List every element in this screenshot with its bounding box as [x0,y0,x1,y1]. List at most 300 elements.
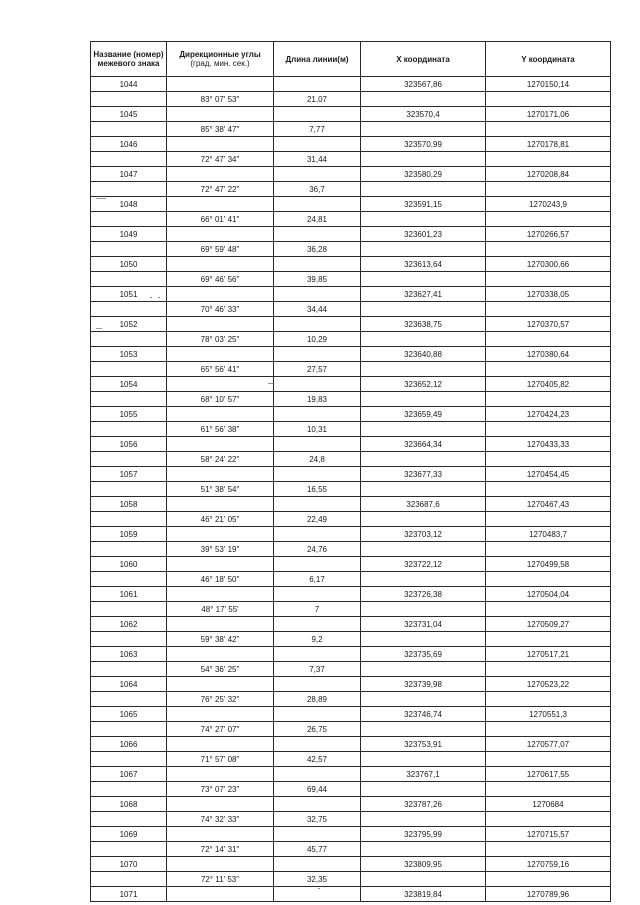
empty-cell [91,632,167,647]
empty-cell [91,512,167,527]
empty-cell [167,197,274,212]
point-name-cell: 1058 [91,497,167,512]
table-row-point [91,707,611,722]
empty-cell [167,707,274,722]
y-coordinate-cell: 1270370,57 [486,317,611,332]
table-row-line [91,182,611,197]
direction-angle-cell: 85° 38' 47" [167,122,274,137]
y-coordinate-cell: 1270715,57 [486,827,611,842]
table-row-line [91,662,611,677]
empty-cell [91,752,167,767]
empty-cell [91,812,167,827]
point-name-cell: 1070 [91,857,167,872]
y-coordinate-cell: 1270789,96 [486,887,611,902]
empty-cell [167,887,274,902]
point-name-cell: 1050 [91,257,167,272]
y-coordinate-cell: 1270266,57 [486,227,611,242]
empty-cell [486,332,611,347]
y-coordinate-cell: 1270338,05 [486,287,611,302]
empty-cell [167,437,274,452]
empty-cell [167,797,274,812]
empty-cell [91,842,167,857]
boundary-coordinates-table [90,41,611,902]
direction-angle-cell: 65° 56' 41" [167,362,274,377]
point-name-cell: 1046 [91,137,167,152]
direction-angle-cell: 72° 14' 31" [167,842,274,857]
direction-angle-cell: 66° 01' 41" [167,212,274,227]
empty-cell [361,812,486,827]
empty-cell [91,242,167,257]
x-coordinate-cell: 323731,04 [361,617,486,632]
table-row-point [91,767,611,782]
empty-cell [486,512,611,527]
table-row-line [91,782,611,797]
empty-cell [274,197,361,212]
direction-angle-cell: 69° 46' 56" [167,272,274,287]
empty-cell [361,92,486,107]
empty-cell [91,662,167,677]
empty-cell [274,287,361,302]
direction-angle-cell: 59° 38' 42" [167,632,274,647]
point-name-cell: 1051 [91,287,167,302]
line-length-cell: 32,75 [274,812,361,827]
empty-cell [361,662,486,677]
empty-cell [486,122,611,137]
empty-cell [486,212,611,227]
empty-cell [274,767,361,782]
table-row-point [91,467,611,482]
table-row-point [91,557,611,572]
empty-cell [91,722,167,737]
table-row-point [91,617,611,632]
line-length-cell: 31,44 [274,152,361,167]
table-row-point [91,797,611,812]
table-row-line [91,422,611,437]
empty-cell [167,257,274,272]
table-row-line [91,512,611,527]
empty-cell [361,302,486,317]
table-row-point [91,347,611,362]
point-name-cell: 1045 [91,107,167,122]
table-row-line [91,92,611,107]
header-direction-angle: Дирекционные углы (град. мин. сек.) [167,42,274,77]
empty-cell [274,857,361,872]
empty-cell [486,452,611,467]
empty-cell [91,602,167,617]
x-coordinate-cell: 323787,26 [361,797,486,812]
empty-cell [91,212,167,227]
empty-cell [274,617,361,632]
empty-cell [361,542,486,557]
header-y-coordinate: Y координата [486,42,611,77]
empty-cell [167,527,274,542]
table-row-line [91,272,611,287]
table-row-line [91,842,611,857]
table-row-point [91,857,611,872]
empty-cell [274,737,361,752]
empty-cell [274,137,361,152]
empty-cell [361,332,486,347]
x-coordinate-cell: 323613,64 [361,257,486,272]
y-coordinate-cell: 1270504,04 [486,587,611,602]
table-row-line [91,302,611,317]
line-length-cell: 24,76 [274,542,361,557]
y-coordinate-cell: 1270380,64 [486,347,611,362]
x-coordinate-cell: 323664,34 [361,437,486,452]
direction-angle-cell: 69° 59' 48" [167,242,274,257]
empty-cell [361,782,486,797]
empty-cell [361,752,486,767]
empty-cell [167,467,274,482]
scan-artifact [96,198,106,199]
empty-cell [486,92,611,107]
x-coordinate-cell: 323570,4 [361,107,486,122]
line-length-cell: 10,31 [274,422,361,437]
empty-cell [91,302,167,317]
point-name-cell: 1057 [91,467,167,482]
point-name-cell: 1066 [91,737,167,752]
empty-cell [361,392,486,407]
line-length-cell: 45,77 [274,842,361,857]
empty-cell [91,542,167,557]
line-length-cell: 28,89 [274,692,361,707]
x-coordinate-cell: 323570,99 [361,137,486,152]
empty-cell [91,422,167,437]
x-coordinate-cell: 323580,29 [361,167,486,182]
point-name-cell: 1064 [91,677,167,692]
empty-cell [486,272,611,287]
direction-angle-cell: 73° 07' 23" [167,782,274,797]
empty-cell [167,647,274,662]
empty-cell [486,662,611,677]
table-row-line [91,452,611,467]
empty-cell [274,77,361,92]
line-length-cell: 24,81 [274,212,361,227]
x-coordinate-cell: 323739,98 [361,677,486,692]
empty-cell [486,362,611,377]
x-coordinate-cell: 323640,88 [361,347,486,362]
table-row-line [91,872,611,887]
y-coordinate-cell: 1270517,21 [486,647,611,662]
empty-cell [361,242,486,257]
point-name-cell: 1061 [91,587,167,602]
line-length-cell: 7 [274,602,361,617]
scan-artifact [318,888,320,889]
empty-cell [361,272,486,287]
direction-angle-cell: 72° 47' 22" [167,182,274,197]
empty-cell [486,872,611,887]
table-row-point [91,137,611,152]
line-length-cell: 69,44 [274,782,361,797]
line-length-cell: 32,35 [274,872,361,887]
empty-cell [91,692,167,707]
line-length-cell: 36,28 [274,242,361,257]
direction-angle-cell: 58° 24' 22" [167,452,274,467]
direction-angle-cell: 83° 07' 53" [167,92,274,107]
empty-cell [167,677,274,692]
y-coordinate-cell: 1270405,82 [486,377,611,392]
x-coordinate-cell: 323652,12 [361,377,486,392]
scan-artifact [150,297,152,298]
point-name-cell: 1056 [91,437,167,452]
x-coordinate-cell: 323795,99 [361,827,486,842]
x-coordinate-cell: 323567,86 [361,77,486,92]
empty-cell [91,152,167,167]
y-coordinate-cell: 1270684 [486,797,611,812]
empty-cell [486,632,611,647]
y-coordinate-cell: 1270467,43 [486,497,611,512]
empty-cell [91,392,167,407]
y-coordinate-cell: 1270300,66 [486,257,611,272]
header-x-coordinate: X координата [361,42,486,77]
point-name-cell: 1062 [91,617,167,632]
direction-angle-cell: 72° 11' 53" [167,872,274,887]
empty-cell [274,557,361,572]
direction-angle-cell: 68° 10' 57" [167,392,274,407]
empty-cell [486,392,611,407]
empty-cell [486,542,611,557]
table-row-line [91,152,611,167]
table-row-line [91,812,611,827]
empty-cell [274,647,361,662]
empty-cell [486,422,611,437]
empty-cell [274,677,361,692]
empty-cell [361,512,486,527]
empty-cell [274,827,361,842]
empty-cell [486,692,611,707]
x-coordinate-cell: 323703,12 [361,527,486,542]
empty-cell [167,407,274,422]
empty-cell [361,722,486,737]
empty-cell [274,407,361,422]
empty-cell [361,602,486,617]
line-length-cell: 6,17 [274,572,361,587]
empty-cell [274,257,361,272]
empty-cell [167,317,274,332]
empty-cell [274,707,361,722]
y-coordinate-cell: 1270150,14 [486,77,611,92]
line-length-cell: 7,77 [274,122,361,137]
empty-cell [486,482,611,497]
point-name-cell: 1067 [91,767,167,782]
empty-cell [361,632,486,647]
empty-cell [486,302,611,317]
table-row-point [91,197,611,212]
table-row-line [91,482,611,497]
empty-cell [167,557,274,572]
empty-cell [274,437,361,452]
y-coordinate-cell: 1270483,7 [486,527,611,542]
empty-cell [274,377,361,392]
empty-cell [167,857,274,872]
table-row-point [91,887,611,902]
scan-artifact [96,328,102,329]
table-row-point [91,647,611,662]
empty-cell [486,602,611,617]
line-length-cell: 36,7 [274,182,361,197]
empty-cell [167,587,274,602]
empty-cell [274,587,361,602]
empty-cell [167,347,274,362]
point-name-cell: 1047 [91,167,167,182]
table-header [91,42,611,77]
x-coordinate-cell: 323601,23 [361,227,486,242]
empty-cell [91,92,167,107]
y-coordinate-cell: 1270499,58 [486,557,611,572]
header-line-length: Длина линии(м) [274,42,361,77]
y-coordinate-cell: 1270454,45 [486,467,611,482]
empty-cell [361,362,486,377]
y-coordinate-cell: 1270577,07 [486,737,611,752]
table-row-point [91,257,611,272]
table-row-point [91,527,611,542]
table-row-line [91,122,611,137]
table-row-line [91,722,611,737]
line-length-cell: 24,8 [274,452,361,467]
empty-cell [274,317,361,332]
scan-artifact [158,297,160,298]
line-length-cell: 19,83 [274,392,361,407]
empty-cell [486,572,611,587]
point-name-cell: 1055 [91,407,167,422]
empty-cell [486,782,611,797]
point-name-cell: 1054 [91,377,167,392]
y-coordinate-cell: 1270171,06 [486,107,611,122]
point-name-cell: 1068 [91,797,167,812]
empty-cell [361,842,486,857]
direction-angle-cell: 48° 17' 55' [167,602,274,617]
direction-angle-cell: 72° 47' 34" [167,152,274,167]
x-coordinate-cell: 323687,6 [361,497,486,512]
empty-cell [361,422,486,437]
y-coordinate-cell: 1270433,33 [486,437,611,452]
table-row-line [91,542,611,557]
line-length-cell: 26,75 [274,722,361,737]
line-length-cell: 34,44 [274,302,361,317]
empty-cell [274,467,361,482]
empty-cell [486,152,611,167]
empty-cell [91,572,167,587]
point-name-cell: 1069 [91,827,167,842]
empty-cell [486,182,611,197]
table-row-line [91,212,611,227]
empty-cell [167,827,274,842]
table-row-line [91,602,611,617]
point-name-cell: 1044 [91,77,167,92]
point-name-cell: 1053 [91,347,167,362]
empty-cell [91,782,167,797]
empty-cell [167,497,274,512]
direction-angle-cell: 78° 03' 25" [167,332,274,347]
y-coordinate-cell: 1270424,23 [486,407,611,422]
line-length-cell: 22,49 [274,512,361,527]
table-row-point [91,827,611,842]
y-coordinate-cell: 1270243,9 [486,197,611,212]
empty-cell [167,617,274,632]
x-coordinate-cell: 323753,91 [361,737,486,752]
table-row-point [91,407,611,422]
table-row-line [91,692,611,707]
line-length-cell: 42,57 [274,752,361,767]
empty-cell [91,452,167,467]
empty-cell [274,527,361,542]
x-coordinate-cell: 323726,38 [361,587,486,602]
point-name-cell: 1059 [91,527,167,542]
empty-cell [361,122,486,137]
empty-cell [361,872,486,887]
line-length-cell: 39,85 [274,272,361,287]
x-coordinate-cell: 323722,12 [361,557,486,572]
empty-cell [167,137,274,152]
direction-angle-cell: 46° 21' 05" [167,512,274,527]
empty-cell [167,377,274,392]
table-row-line [91,392,611,407]
empty-cell [274,227,361,242]
empty-cell [274,887,361,902]
direction-angle-cell: 74° 32' 33" [167,812,274,827]
empty-cell [486,752,611,767]
table-row-line [91,332,611,347]
empty-cell [167,737,274,752]
empty-cell [91,872,167,887]
empty-cell [486,722,611,737]
empty-cell [361,182,486,197]
y-coordinate-cell: 1270509,27 [486,617,611,632]
table-row-point [91,437,611,452]
direction-angle-cell: 54° 36' 25" [167,662,274,677]
point-name-cell: 1048 [91,197,167,212]
direction-angle-cell: 71° 57' 08" [167,752,274,767]
empty-cell [274,107,361,122]
table-row-point [91,737,611,752]
point-name-cell: 1060 [91,557,167,572]
table-row-point [91,107,611,122]
empty-cell [167,77,274,92]
x-coordinate-cell: 323627,41 [361,287,486,302]
point-name-cell: 1049 [91,227,167,242]
x-coordinate-cell: 323659,49 [361,407,486,422]
header-point-name: Название (номер) межевого знака [91,42,167,77]
empty-cell [361,212,486,227]
direction-angle-cell: 39° 53' 19" [167,542,274,557]
table-row-line [91,362,611,377]
point-name-cell: 1065 [91,707,167,722]
empty-cell [361,572,486,587]
y-coordinate-cell: 1270551,3 [486,707,611,722]
empty-cell [274,797,361,812]
table-row-point [91,497,611,512]
line-length-cell: 21,07 [274,92,361,107]
empty-cell [91,182,167,197]
table-row-line [91,632,611,647]
x-coordinate-cell: 323819,84 [361,887,486,902]
table-row-point [91,227,611,242]
empty-cell [361,482,486,497]
empty-cell [361,452,486,467]
empty-cell [91,272,167,287]
x-coordinate-cell: 323809,95 [361,857,486,872]
direction-angle-cell: 70° 46' 33" [167,302,274,317]
empty-cell [167,107,274,122]
direction-angle-cell: 76° 25' 32" [167,692,274,707]
empty-cell [167,767,274,782]
x-coordinate-cell: 323735,69 [361,647,486,662]
empty-cell [274,497,361,512]
direction-angle-cell: 61° 56' 38" [167,422,274,437]
table-row-point [91,287,611,302]
y-coordinate-cell: 1270178,81 [486,137,611,152]
table-row-point [91,77,611,92]
